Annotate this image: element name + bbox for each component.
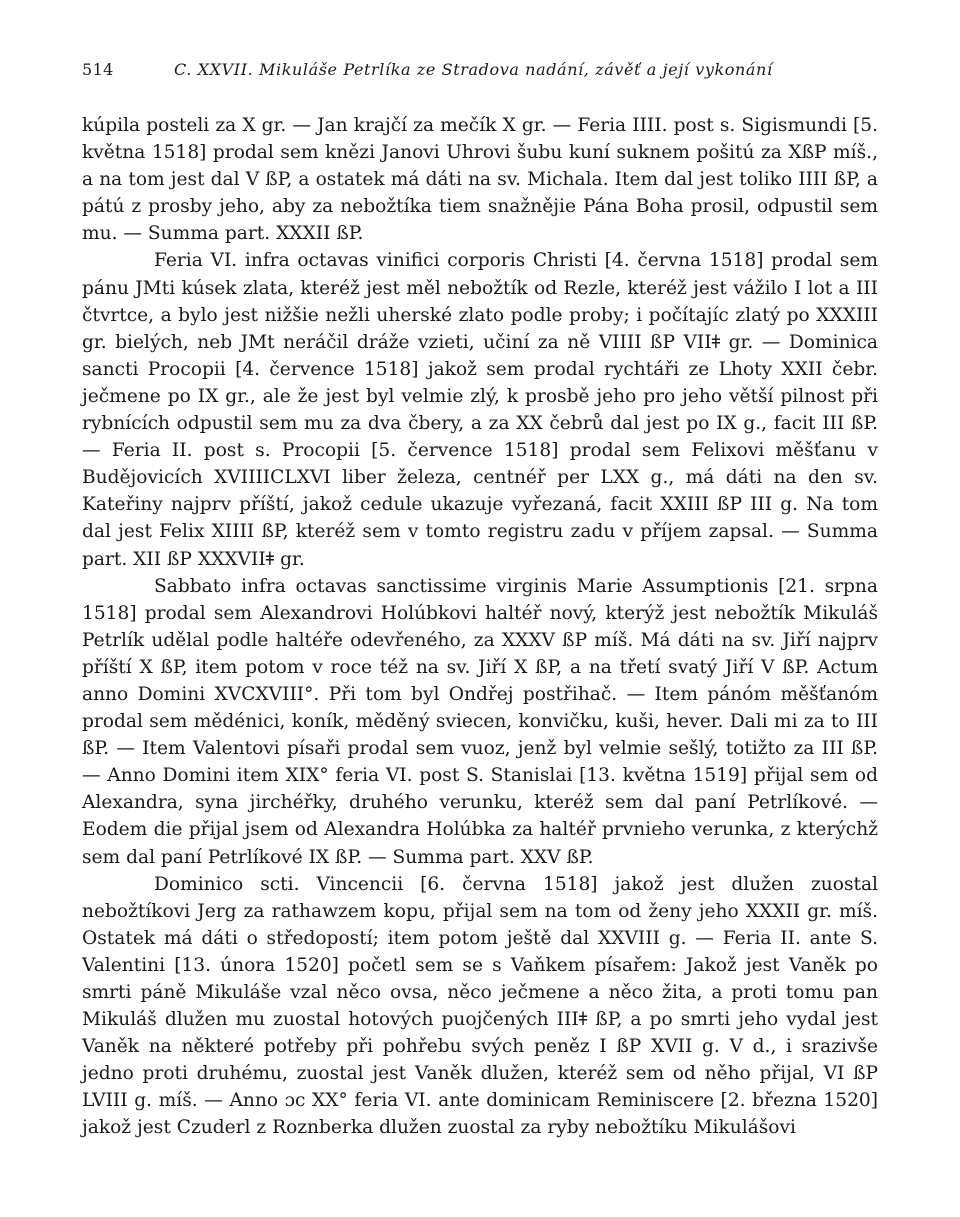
paragraph: Sabbato infra octavas sanctissime virginis Marie Assumptionis [21. srpna 1518] prodal sem Alexandrovi Holúbkovi haltéř nový, kterýž jest nebožtík Mikuláš Petrlík udělal podle haltéře odevřeného, za XXXV ßP míš. Má dáti na sv. Jiří najprv příští X ßP, item potom v roce též na sv. Jiří X ßP, a na třetí svatý Jiří V ßP. Actum anno Domini XVCXVIII°. Při tom byl Ondřej postřihač. — Item pánóm měšťanóm prodal sem mědénici, koník, měděný sviecen, konvičku, kuši, hever. Dali mi za to III ßP. — Item Valentovi písaři prodal sem vuoz, jenž byl velmie sešlý, totižto za III ßP. — Anno Domini item XIX° feria VI. post S. Stanislai [13. května 1519] přijal sem od Alexandra, syna jirchéřky, druhého verunku, kteréž sem dal paní Petrlíkové. — Eodem die přijal jsem od Alexandra Holúbka za haltéř prvnieho verunka, z kterýchž sem dal paní Petrlíkové IX ßP. — Summa part. XXV ßP.	[82, 575, 878, 868]
body-text	[82, 112, 878, 1142]
running-title: C. XXVII. Mikuláše Petrlíka ze Stradova nadání, závěť a její vykonání	[174, 60, 773, 79]
paragraph: kúpila posteli za X gr. — Jan krajčí za mečík X gr. — Feria IIII. post s. Sigismundi [5. května 1518] prodal sem knězi Janovi Uhrovi šubu kuní suknem pošitú za XßP míš., a na tom jest dal V ßP, a ostatek má dáti na sv. Michala. Item dal jest toliko IIII ßP, a pátú z prosby jeho, aby za nebožtíka tiem snažnějie Pána Boha prosil, odpustil sem mu. — Summa part. XXXII ßP.	[82, 115, 878, 245]
document-page	[82, 60, 878, 1142]
paragraph: Dominico scti. Vincencii [6. června 1518] jakož jest dlužen zuostal nebožtíkovi Jerg za rathawzem kopu, přijal sem na tom od ženy jeho XXXII gr. míš. Ostatek má dáti o středopostí; item potom ještě dal XXVIII g. — Feria II. ante S. Valentini [13. února 1520] početl sem se s Vaňkem písařem: Jakož jest Vaněk po smrti páně Mikuláše vzal něco ovsa, něco ječmene a něco žita, a proti tomu pan Mikuláš dlužen mu zuostal hotových puojčených IIIǂ ßP, a po smrti jeho vydal jest Vaněk na některé potřeby při pohřebu svých peněz I ßP XVII g. V d., i srazivše jedno proti druhému, zuostal jest Vaněk dlužen, kteréž sem od něho přijal, VI ßP LVIII g. míš. — Anno ɔc XX° feria VI. ante dominicam Reminiscere [2. března 1520] jakož jest Czuderl z Roznberka dlužen zuostal za ryby nebožtíku Mikulášovi	[82, 873, 878, 1139]
page-header	[82, 60, 878, 90]
page-number: 514	[82, 60, 114, 79]
paragraph: Feria VI. infra octavas vinifici corporis Christi [4. června 1518] prodal sem pánu JMti kúsek zlata, kteréž jest měl nebožtík od Rezle, kteréž jest vážilo I lot a III čtvrtce, a bylo jest nižšie nežli uherské zlato podle proby; i počítajíc zlatý po XXXIII gr. bielých, neb JMt neráčil dráže vzieti, učiní za ně VIIII ßP VIIǂ gr. — Dominica sancti Procopii [4. července 1518] jakož sem prodal rychtáři ze Lhoty XXII čebr. ječmene po IX gr., ale že jest byl velmie zlý, k prosbě jeho pro jeho větší pilnost při rybnících odpustil sem mu za dva čbery, a za XX čebrů dal jest po IX g., facit III ßP. — Feria II. post s. Procopii [5. července 1518] prodal sem Felixovi měšťanu v Budějovicích XVIIIICLXVI liber železa, centnéř per LXX g., má dáti na den sv. Kateřiny najprv příští, jakož cedule ukazuje vyřezaná, facit XXIII ßP III g. Na tom dal jest Felix XIIII ßP, kteréž sem v tomto registru zadu v příjem zapsal. — Summa part. XII ßP XXXVIIǂ gr.	[82, 250, 878, 570]
